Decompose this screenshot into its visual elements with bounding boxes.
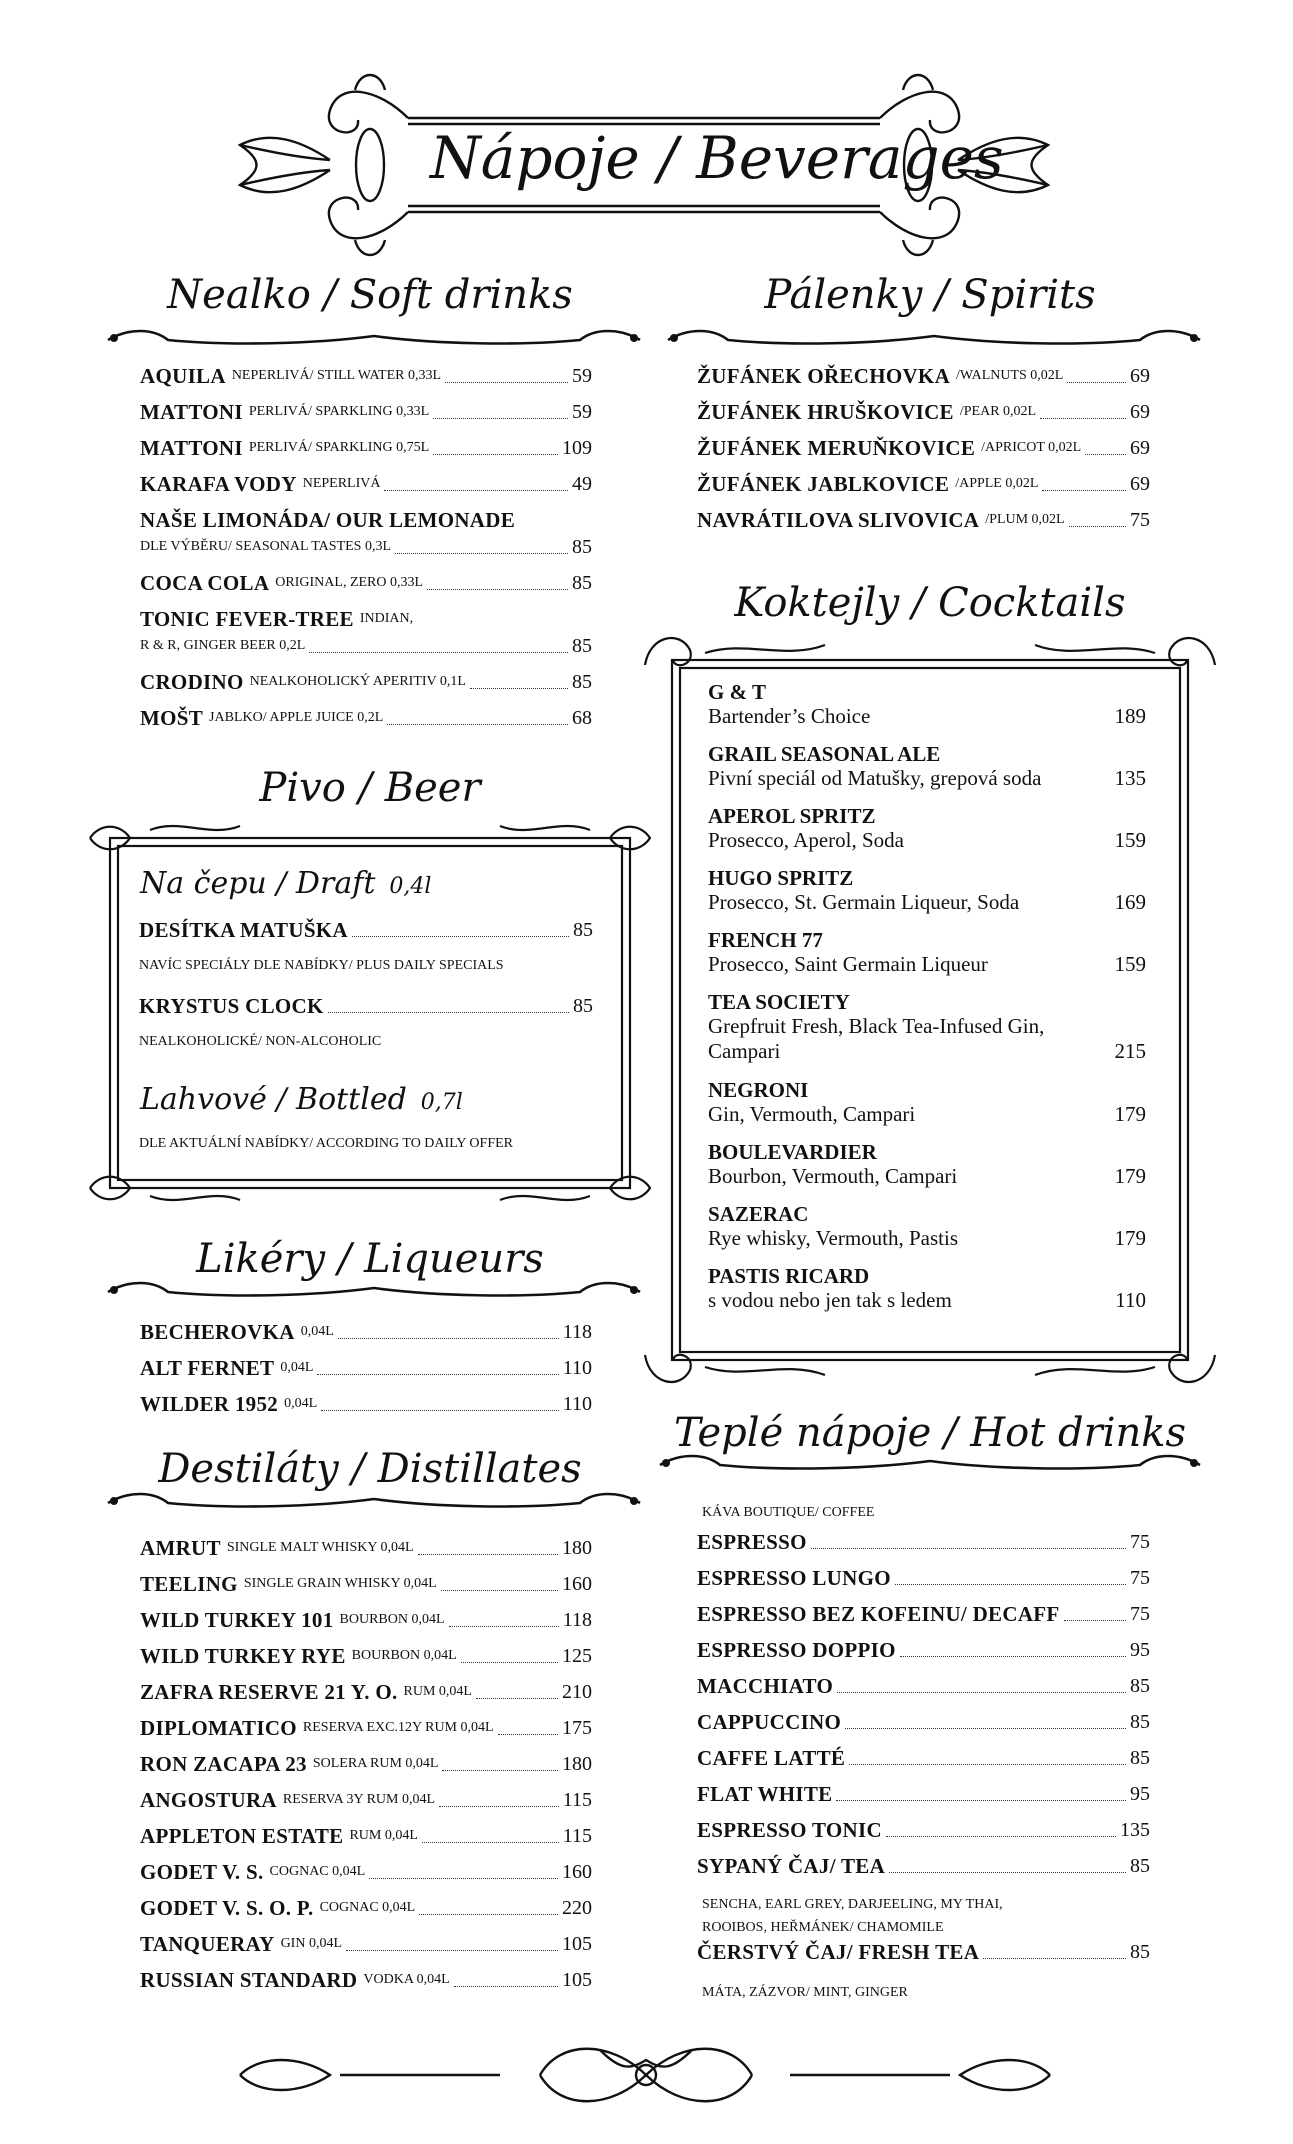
item-price: 75	[1130, 1531, 1150, 1553]
swash-divider	[108, 1494, 640, 1506]
menu-row	[140, 1608, 592, 1632]
item-desc: NEPERLIVÁ/ STILL WATER 0,33L	[231, 368, 442, 383]
cocktail-item	[708, 1140, 1146, 1189]
item-desc: 0,04L	[300, 1324, 334, 1339]
item-name: ANGOSTURA	[140, 1788, 277, 1812]
cocktail-price: 159	[1114, 952, 1146, 976]
menu-row	[140, 1680, 592, 1704]
item-name: ESPRESSO TONIC	[697, 1818, 882, 1842]
item-price: 69	[1130, 437, 1150, 459]
draft-title	[140, 866, 431, 901]
draft-volume: 0,4l	[389, 874, 432, 899]
swash-dot	[110, 1497, 118, 1505]
item-price: 95	[1130, 1783, 1150, 1805]
item-desc: /PLUM 0,02L	[985, 512, 1065, 527]
fresh-tea-note: MÁTA, ZÁZVOR/ MINT, GINGER	[702, 1985, 908, 2000]
cocktail-price: 169	[1114, 890, 1146, 914]
menu-row	[697, 1940, 1150, 1964]
cocktail-desc-row	[708, 1288, 1146, 1313]
menu-row	[140, 472, 592, 496]
section-title-hot-drinks: Teplé nápoje / Hot drinks	[673, 1410, 1187, 1456]
item-desc: SINGLE GRAIN WHISKY 0,04L	[243, 1576, 437, 1591]
item-desc: PERLIVÁ/ SPARKLING 0,75L	[248, 440, 430, 455]
section-title-distillates: Destiláty / Distillates	[158, 1446, 582, 1492]
swash-dot	[630, 334, 638, 342]
item-price: 85	[573, 995, 593, 1017]
item-desc: SOLERA RUM 0,04L	[312, 1756, 439, 1771]
cocktail-item	[708, 1078, 1146, 1127]
item-desc: BOURBON 0,04L	[351, 1648, 457, 1663]
item-name: GODET V. S. O. P.	[140, 1896, 314, 1920]
cocktail-item	[708, 804, 1146, 853]
item-name: DESÍTKA MATUŠKA	[139, 918, 348, 942]
item-desc: /WALNUTS 0,02L	[956, 368, 1064, 383]
item-name: MATTONI	[140, 400, 243, 424]
item-price: 85	[572, 635, 592, 657]
menu-row	[697, 400, 1150, 424]
dot-leader	[470, 688, 568, 689]
item-name: MATTONI	[140, 436, 243, 460]
cocktail-desc-row	[708, 766, 1146, 791]
menu-row	[140, 1824, 592, 1848]
menu-row	[697, 1710, 1150, 1734]
swash-dot	[110, 1286, 118, 1294]
item-price: 85	[1130, 1675, 1150, 1697]
cocktail-item	[708, 928, 1146, 977]
dot-leader	[454, 1986, 558, 1987]
item-desc: 0,04L	[284, 1396, 318, 1411]
item-desc: /APRICOT 0,02L	[981, 440, 1082, 455]
item-name: NAVRÁTILOVA SLIVOVICA	[697, 508, 980, 532]
menu-row	[140, 1752, 592, 1776]
draft-note: NAVÍC SPECIÁLY DLE NABÍDKY/ PLUS DAILY SPECIALS	[139, 958, 504, 973]
dot-leader	[837, 1692, 1126, 1693]
cocktail-desc: Bourbon, Vermouth, Campari	[708, 1164, 958, 1188]
menu-row	[697, 436, 1150, 460]
swash-dot	[1190, 334, 1198, 342]
cocktail-name: APEROL SPRITZ	[708, 804, 876, 828]
item-price: 69	[1130, 365, 1150, 387]
dot-leader	[346, 1950, 558, 1951]
item-name: WILD TURKEY 101	[140, 1608, 334, 1632]
item-desc: VODKA 0,04L	[363, 1972, 450, 1987]
menu-row	[140, 1716, 592, 1740]
swash-dot	[630, 1497, 638, 1505]
item-price: 75	[1130, 1603, 1150, 1625]
item-desc: PERLIVÁ/ SPARKLING 0,33L	[248, 404, 430, 419]
item-price: 125	[562, 1645, 592, 1667]
swash-dot	[1190, 1459, 1198, 1467]
menu-row	[140, 364, 592, 388]
swash-dot	[670, 334, 678, 342]
item-price: 135	[1120, 1819, 1150, 1841]
cocktail-name: GRAIL SEASONAL ALE	[708, 742, 941, 766]
item-desc: NEPERLIVÁ	[302, 476, 381, 491]
cocktail-item	[708, 866, 1146, 915]
cocktail-item	[708, 680, 1146, 729]
item-name: ZAFRA RESERVE 21 Y. O.	[140, 1680, 398, 1704]
item-desc: ORIGINAL, ZERO 0,33L	[275, 575, 424, 590]
item-name: NAŠE LIMONÁDA/ OUR LEMONADE	[140, 508, 516, 532]
dot-leader	[449, 1626, 559, 1627]
dot-leader	[321, 1410, 559, 1411]
item-price: 220	[562, 1897, 592, 1919]
swash-divider	[660, 1456, 1200, 1468]
item-name: TEELING	[140, 1572, 238, 1596]
dot-leader	[442, 1770, 558, 1771]
menu-row	[697, 1818, 1150, 1842]
dot-leader	[422, 1842, 559, 1843]
item-desc: R & R, GINGER BEER 0,2L	[140, 638, 306, 653]
dot-leader	[845, 1728, 1126, 1729]
item-desc: 0,04L	[280, 1360, 314, 1375]
item-price: 68	[572, 707, 592, 729]
bottled-volume: 0,7l	[420, 1090, 463, 1115]
dot-leader	[1040, 418, 1126, 419]
item-desc: RUM 0,04L	[349, 1828, 418, 1843]
dot-leader	[445, 382, 568, 383]
dot-leader	[387, 724, 568, 725]
item-price: 160	[562, 1861, 592, 1883]
item-price: 115	[562, 1825, 592, 1847]
item-price: 59	[572, 365, 592, 387]
item-price: 69	[1130, 473, 1150, 495]
menu-row	[140, 1896, 592, 1920]
bottled-title-label: Lahvové / Bottled	[140, 1082, 407, 1117]
item-price: 85	[1130, 1855, 1150, 1877]
section-title-beer: Pivo / Beer	[259, 765, 481, 811]
item-name: RON ZACAPA 23	[140, 1752, 307, 1776]
item-name: ESPRESSO DOPPIO	[697, 1638, 896, 1662]
menu-row	[697, 472, 1150, 496]
cocktail-desc-row	[708, 1102, 1146, 1127]
item-price: 115	[562, 1789, 592, 1811]
cocktail-desc: Prosecco, St. Germain Liqueur, Soda	[708, 890, 1020, 914]
item-price: 105	[562, 1969, 592, 1991]
item-desc: /PEAR 0,02L	[959, 404, 1037, 419]
cocktail-desc-row	[708, 828, 1146, 853]
item-name: TONIC FEVER-TREE	[140, 607, 354, 631]
item-name: COCA COLA	[140, 571, 270, 595]
item-name: CAFFE LATTÉ	[697, 1746, 846, 1770]
dot-leader	[811, 1548, 1126, 1549]
item-name: WILD TURKEY RYE	[140, 1644, 346, 1668]
dot-leader	[498, 1734, 558, 1735]
footer-ornament	[0, 2030, 1293, 2130]
cocktail-name: NEGRONI	[708, 1078, 809, 1102]
item-name: ŽUFÁNEK OŘECHOVKA	[697, 364, 951, 388]
item-desc: BOURBON 0,04L	[339, 1612, 445, 1627]
item-price: 85	[1130, 1941, 1150, 1963]
menu-row	[697, 1746, 1150, 1770]
swash-divider	[668, 331, 1200, 343]
dot-leader	[433, 418, 568, 419]
item-price: 85	[573, 919, 593, 941]
cocktail-price: 135	[1114, 766, 1146, 790]
dot-leader	[433, 454, 558, 455]
menu-row	[140, 508, 592, 532]
menu-row	[697, 1638, 1150, 1662]
dot-leader	[1069, 526, 1126, 527]
section-title-soft-drinks: Nealko / Soft drinks	[167, 272, 573, 318]
cocktail-item	[708, 990, 1146, 1064]
cocktail-desc: Prosecco, Saint Germain Liqueur	[708, 952, 988, 976]
item-name: ALT FERNET	[140, 1356, 275, 1380]
item-desc: RESERVA 3Y RUM 0,04L	[282, 1792, 436, 1807]
item-price: 180	[562, 1537, 592, 1559]
swash-dot	[662, 1459, 670, 1467]
cocktail-price: 159	[1114, 828, 1146, 852]
dot-leader	[900, 1656, 1126, 1657]
item-name: KRYSTUS CLOCK	[139, 994, 324, 1018]
dot-leader	[338, 1338, 559, 1339]
cocktail-price: 189	[1114, 704, 1146, 728]
item-price: 75	[1130, 1567, 1150, 1589]
item-price: 110	[562, 1393, 592, 1415]
dot-leader	[983, 1958, 1126, 1959]
item-name: KARAFA VODY	[140, 472, 297, 496]
bottled-note: DLE AKTUÁLNÍ NABÍDKY/ ACCORDING TO DAILY OFFER	[139, 1136, 514, 1151]
item-desc: RESERVA EXC.12Y RUM 0,04L	[302, 1720, 494, 1735]
cocktail-desc-row	[708, 1014, 1146, 1064]
item-desc: /APPLE 0,02L	[955, 476, 1039, 491]
cocktail-name: FRENCH 77	[708, 928, 823, 952]
dot-leader	[461, 1662, 558, 1663]
cocktail-name: BOULEVARDIER	[708, 1140, 877, 1164]
section-title-cocktails: Koktejly / Cocktails	[734, 580, 1126, 626]
menu-row	[697, 508, 1150, 532]
item-name: ESPRESSO	[697, 1530, 807, 1554]
cocktail-item	[708, 1202, 1146, 1251]
cocktail-name: TEA SOCIETY	[708, 990, 850, 1014]
item-name: ESPRESSO BEZ KOFEINU/ DECAFF	[697, 1602, 1060, 1626]
item-name: AQUILA	[140, 364, 226, 388]
item-price: 110	[562, 1357, 592, 1379]
cocktail-desc-row	[708, 952, 1146, 977]
bottled-title	[140, 1082, 463, 1117]
dot-leader	[889, 1872, 1126, 1873]
menu-row	[697, 1566, 1150, 1590]
menu-row	[140, 1356, 592, 1380]
menu-row	[140, 1572, 592, 1596]
cocktail-name: PASTIS RICARD	[708, 1264, 870, 1288]
dot-leader	[1067, 382, 1126, 383]
cocktail-desc-row	[708, 704, 1146, 729]
item-name: BECHEROVKA	[140, 1320, 295, 1344]
cocktail-name: SAZERAC	[708, 1202, 809, 1226]
menu-row	[140, 571, 592, 595]
item-price: 75	[1130, 509, 1150, 531]
menu-row	[140, 1968, 592, 1992]
hot-drinks-subtitle: KÁVA BOUTIQUE/ COFFEE	[702, 1505, 875, 1520]
item-name: GODET V. S.	[140, 1860, 264, 1884]
dot-leader	[328, 1012, 569, 1013]
menu-row	[140, 706, 592, 730]
item-name: CRODINO	[140, 670, 244, 694]
item-price: 95	[1130, 1639, 1150, 1661]
item-price: 118	[562, 1609, 592, 1631]
item-price: 175	[562, 1717, 592, 1739]
menu-row	[140, 1932, 592, 1956]
item-name: AMRUT	[140, 1536, 221, 1560]
menu-row	[697, 364, 1150, 388]
swash-divider	[108, 1283, 640, 1295]
menu-row	[140, 436, 592, 460]
cocktail-price: 179	[1114, 1164, 1146, 1188]
cocktail-item	[708, 742, 1146, 791]
draft-title-label: Na čepu / Draft	[140, 866, 376, 901]
item-name: MOŠT	[140, 706, 204, 730]
item-name: MACCHIATO	[697, 1674, 834, 1698]
section-title-liqueurs: Likéry / Liqueurs	[196, 1236, 544, 1282]
item-name: ŽUFÁNEK JABLKOVICE	[697, 472, 950, 496]
item-desc: NEALKOHOLICKÝ APERITIV 0,1L	[249, 674, 466, 689]
dot-leader	[886, 1836, 1116, 1837]
dot-leader	[427, 589, 568, 590]
item-name: ESPRESSO LUNGO	[697, 1566, 891, 1590]
dot-leader	[441, 1590, 558, 1591]
item-desc: INDIAN,	[359, 611, 414, 626]
cocktail-desc: Rye whisky, Vermouth, Pastis	[708, 1226, 959, 1250]
item-desc: DLE VÝBĚRU/ SEASONAL TASTES 0,3L	[140, 539, 392, 554]
item-name: WILDER 1952	[140, 1392, 279, 1416]
cocktail-desc: Pivní speciál od Matušky, grepová soda	[708, 766, 1042, 790]
item-price: 85	[1130, 1711, 1150, 1733]
dot-leader	[895, 1584, 1126, 1585]
item-price: 59	[572, 401, 592, 423]
menu-row	[140, 670, 592, 694]
dot-leader	[419, 1914, 558, 1915]
item-desc: GIN 0,04L	[280, 1936, 342, 1951]
menu-row	[140, 1392, 592, 1416]
item-name: RUSSIAN STANDARD	[140, 1968, 358, 1992]
item-desc: COGNAC 0,04L	[319, 1900, 416, 1915]
dot-leader	[1085, 454, 1126, 455]
tea-note-1: SENCHA, EARL GREY, DARJEELING, MY THAI,	[702, 1897, 1003, 1912]
cocktail-desc-row	[708, 890, 1146, 915]
menu-row	[140, 400, 592, 424]
dot-leader	[317, 1374, 558, 1375]
dot-leader	[1042, 490, 1126, 491]
cocktail-desc: Grepfruit Fresh, Black Tea-Infused Gin, Campari	[708, 1014, 1045, 1063]
section-title-spirits: Pálenky / Spirits	[764, 272, 1096, 318]
menu-row	[140, 1644, 592, 1668]
menu-row	[697, 1674, 1150, 1698]
cocktail-price: 110	[1115, 1288, 1146, 1312]
menu-row	[140, 634, 592, 658]
item-desc: RUM 0,04L	[403, 1684, 472, 1699]
item-price: 85	[1130, 1747, 1150, 1769]
cocktail-desc: s vodou nebo jen tak s ledem	[708, 1288, 952, 1312]
cocktail-price: 179	[1114, 1226, 1146, 1250]
dot-leader	[395, 553, 568, 554]
menu-row	[140, 1860, 592, 1884]
cocktail-desc: Gin, Vermouth, Campari	[708, 1102, 916, 1126]
item-name: FLAT WHITE	[697, 1782, 833, 1806]
cocktail-name: G & T	[708, 680, 766, 704]
item-price: 69	[1130, 401, 1150, 423]
menu-row	[140, 535, 592, 559]
dot-leader	[439, 1806, 559, 1807]
item-desc: JABLKO/ APPLE JUICE 0,2L	[209, 710, 384, 725]
menu-row	[139, 994, 593, 1018]
item-name: APPLETON ESTATE	[140, 1824, 344, 1848]
swash-divider	[108, 331, 640, 343]
item-price: 109	[562, 437, 592, 459]
item-name: ŽUFÁNEK HRUŠKOVICE	[697, 400, 954, 424]
item-price: 160	[562, 1573, 592, 1595]
menu-row	[139, 918, 593, 942]
dot-leader	[418, 1554, 559, 1555]
item-name: DIPLOMATICO	[140, 1716, 297, 1740]
item-price: 85	[572, 536, 592, 558]
menu-row	[697, 1782, 1150, 1806]
item-price: 49	[572, 473, 592, 495]
tea-note-2: ROOIBOS, HEŘMÁNEK/ CHAMOMILE	[702, 1920, 944, 1935]
cocktail-desc: Bartender’s Choice	[708, 704, 871, 728]
item-price: 210	[562, 1681, 592, 1703]
item-price: 118	[562, 1321, 592, 1343]
cocktail-name: HUGO SPRITZ	[708, 866, 854, 890]
item-price: 105	[562, 1933, 592, 1955]
item-price: 85	[572, 671, 592, 693]
cocktail-desc-row	[708, 1226, 1146, 1251]
swash-dot	[630, 1286, 638, 1294]
item-name: ČERSTVÝ ČAJ/ FRESH TEA	[697, 1940, 980, 1964]
item-name: ŽUFÁNEK MERUŇKOVICE	[697, 436, 976, 460]
item-desc: COGNAC 0,04L	[269, 1864, 366, 1879]
menu-row	[140, 1788, 592, 1812]
item-price: 180	[562, 1753, 592, 1775]
swash-dot	[110, 334, 118, 342]
menu-row	[697, 1530, 1150, 1554]
menu-row	[697, 1854, 1150, 1878]
menu-row	[140, 607, 592, 631]
dot-leader	[849, 1764, 1126, 1765]
item-price: 85	[572, 572, 592, 594]
menu-row	[140, 1320, 592, 1344]
cocktail-price: 179	[1114, 1102, 1146, 1126]
cocktail-price: 215	[1114, 1039, 1146, 1063]
draft-note: NEALKOHOLICKÉ/ NON-ALCOHOLIC	[139, 1034, 382, 1049]
menu-row	[140, 1536, 592, 1560]
item-name: SYPANÝ ČAJ/ TEA	[697, 1854, 886, 1878]
cocktail-desc: Prosecco, Aperol, Soda	[708, 828, 904, 852]
item-name: CAPPUCCINO	[697, 1710, 842, 1734]
dot-leader	[384, 490, 568, 491]
menu-row	[697, 1602, 1150, 1626]
dot-leader	[352, 936, 569, 937]
dot-leader	[309, 652, 568, 653]
cocktail-desc-row	[708, 1164, 1146, 1189]
dot-leader	[476, 1698, 558, 1699]
cocktail-item	[708, 1264, 1146, 1313]
item-desc: SINGLE MALT WHISKY 0,04L	[226, 1540, 414, 1555]
dot-leader	[836, 1800, 1126, 1801]
dot-leader	[1064, 1620, 1126, 1621]
dot-leader	[369, 1878, 558, 1879]
item-name: TANQUERAY	[140, 1932, 275, 1956]
page-title: Nápoje / Beverages	[430, 124, 1004, 192]
